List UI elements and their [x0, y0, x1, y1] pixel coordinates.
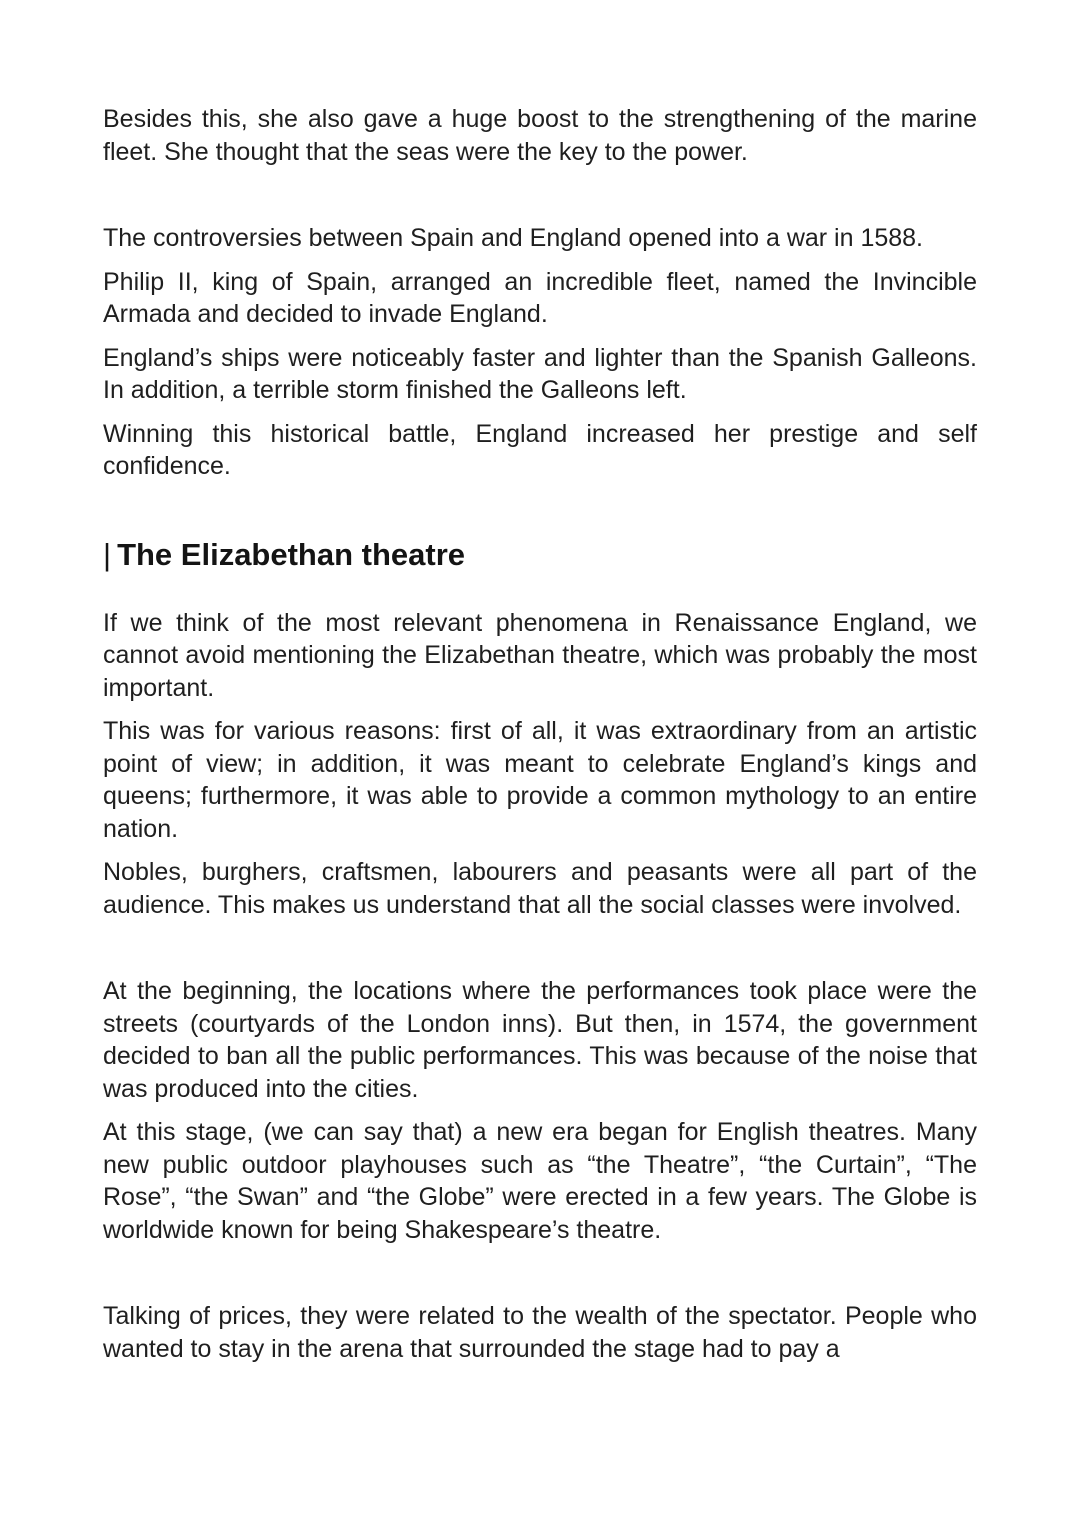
paragraph-new-era: At this stage, (we can say that) a new era began for English theatres. Many new public outdoor playhouses such as “the Theatre”, “the Curtain”, “The Rose”, “the Swan” and “the Globe” were erected in a few years. The Globe is worldwide known for being Shakespeare’s theatre. [103, 1118, 977, 1244]
paragraph-relevant-phenomena: If we think of the most relevant phenomena in Renaissance England, we cannot avoid mentioning the Elizabethan theatre, which was probably the most important. [103, 608, 977, 702]
paragraph-invincible-armada: Philip II, king of Spain, arranged an incredible fleet, named the Invincible Armada and decided to invade England. [103, 267, 977, 328]
section-heading [103, 535, 977, 575]
paragraph-audience: Nobles, burghers, craftsmen, labourers and peasants were all part of the audience. This makes us understand that all the social classes were involved. [103, 858, 977, 919]
heading-bar: | [103, 536, 112, 572]
section-title: The Elizabethan theatre [117, 536, 466, 572]
paragraph-prices: Talking of prices, they were related to the wealth of the spectator. People who wanted to stay in the arena that surrounded the stage had to pay a [103, 1302, 977, 1363]
paragraph-prestige: Winning this historical battle, England increased her prestige and self confidence. [103, 419, 977, 480]
paragraph-various-reasons: This was for various reasons: first of all, it was extraordinary from an artistic point of view; in addition, it was meant to celebrate England’s kings and queens; furthermore, it was able to provide a common mythology to an entire nation. [103, 717, 977, 843]
document-page [103, 103, 977, 1365]
paragraph-war-1588: The controversies between Spain and England opened into a war in 1588. [103, 224, 924, 252]
paragraph-performance-locations: At the beginning, the locations where the performances took place were the streets (courtyards of the London inns). But then, in 1574, the government decided to ban all the public performances. This was because of the noise that was produced into the cities. [103, 977, 977, 1103]
paragraph-marine-fleet: Besides this, she also gave a huge boost to the strengthening of the marine fleet. She thought that the seas were the key to the power. [103, 105, 977, 166]
paragraph-english-ships: England’s ships were noticeably faster and lighter than the Spanish Galleons. In addition, a terrible storm finished the Galleons left. [103, 343, 977, 404]
